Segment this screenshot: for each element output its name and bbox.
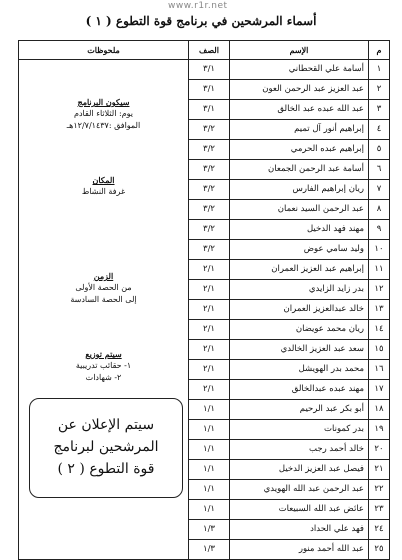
row-number: ١٧ xyxy=(369,380,390,400)
row-number: ٤ xyxy=(369,120,390,140)
row-number: ١٦ xyxy=(369,360,390,380)
student-name: عبد الرحمن عبد الله الهويدي xyxy=(230,480,369,500)
student-grade: ١/٣ xyxy=(189,540,230,560)
row-number: ٩ xyxy=(369,220,390,240)
student-grade: ١/١ xyxy=(189,400,230,420)
distribution-note xyxy=(19,348,188,384)
student-name: بدر كمونات xyxy=(230,420,369,440)
student-name: ريان محمد عويضان xyxy=(230,320,369,340)
student-grade: ٣/٢ xyxy=(189,240,230,260)
table-header-row xyxy=(19,41,390,60)
meeting-note xyxy=(19,96,188,132)
row-number: ٢ xyxy=(369,80,390,100)
header-name: الإسم xyxy=(230,41,369,60)
row-number: ٦ xyxy=(369,160,390,180)
student-grade: ٣/٢ xyxy=(189,120,230,140)
row-number: ١٢ xyxy=(369,280,390,300)
candidates-table xyxy=(18,40,390,560)
student-name: أسامة علي القحطاني xyxy=(230,60,369,80)
notes-column xyxy=(19,60,188,559)
student-name: سعد عبد العزيز الخالدي xyxy=(230,340,369,360)
announcement-line-3: قوة التطوع ( ٢ ) xyxy=(57,460,155,477)
row-number: ٨ xyxy=(369,200,390,220)
announcement-line-1: سيتم الإعلان عن xyxy=(57,417,155,434)
row-number: ٢٢ xyxy=(369,480,390,500)
page-title: أسماء المرشحين في برنامج قوة التطوع ( ١ ) xyxy=(85,14,317,28)
student-grade: ٢/١ xyxy=(189,380,230,400)
row-number: ٢٤ xyxy=(369,520,390,540)
row-number: ١١ xyxy=(369,260,390,280)
row-number: ١٤ xyxy=(369,320,390,340)
student-grade: ١/١ xyxy=(189,500,230,520)
student-grade: ٢/١ xyxy=(189,300,230,320)
row-number: ٢٠ xyxy=(369,440,390,460)
student-grade: ٣/١ xyxy=(189,60,230,80)
student-name: عبد الله أحمد منور xyxy=(230,540,369,560)
student-grade: ٣/٢ xyxy=(189,220,230,240)
student-grade: ٢/١ xyxy=(189,280,230,300)
header-grade: الصف xyxy=(189,41,230,60)
student-grade: ١/١ xyxy=(189,440,230,460)
student-name: عبد الله عبده عبد الخالق xyxy=(230,100,369,120)
student-grade: ٢/١ xyxy=(189,320,230,340)
header-num: م xyxy=(369,41,390,60)
place-value: غرفة النشاط xyxy=(81,187,126,196)
student-name: إبراهيم أنور آل تميم xyxy=(230,120,369,140)
student-grade: ٣/٢ xyxy=(189,160,230,180)
row-number: ٢٣ xyxy=(369,500,390,520)
student-name: عبد الرحمن السيد نعمان xyxy=(230,200,369,220)
student-name: فهد علي الحداد xyxy=(230,520,369,540)
student-grade: ٣/١ xyxy=(189,80,230,100)
row-number: ٢٥ xyxy=(369,540,390,560)
student-grade: ١/١ xyxy=(189,480,230,500)
distribution-head: سيتم توزيع xyxy=(85,349,122,359)
student-grade: ١/١ xyxy=(189,460,230,480)
student-name: وليد سامي عوض xyxy=(230,240,369,260)
row-number: ٥ xyxy=(369,140,390,160)
row-number: ٧ xyxy=(369,180,390,200)
distribution-item-1: ١- حقائب تدريبية xyxy=(75,361,132,370)
student-name: عبد العزيز عبد الرحمن العون xyxy=(230,80,369,100)
distribution-item-2: ٢- شهادات xyxy=(85,373,122,382)
notes-cell xyxy=(19,60,189,560)
row-number: ١٣ xyxy=(369,300,390,320)
row-number: ١٠ xyxy=(369,240,390,260)
student-grade: ٢/١ xyxy=(189,340,230,360)
place-note xyxy=(19,174,188,198)
table-row xyxy=(19,60,390,80)
student-grade: ٣/٢ xyxy=(189,180,230,200)
student-name: خالد أحمد رجب xyxy=(230,440,369,460)
place-head: المكان xyxy=(92,175,115,185)
time-note xyxy=(19,270,188,306)
student-grade: ٢/١ xyxy=(189,260,230,280)
student-name: مهند فهد الدخيل xyxy=(230,220,369,240)
row-number: ١٥ xyxy=(369,340,390,360)
student-name: مهند عبده عبدالخالق xyxy=(230,380,369,400)
row-number: ٢١ xyxy=(369,460,390,480)
student-name: أسامة عبد الرحمن الجمعان xyxy=(230,160,369,180)
time-to: إلى الحصة السادسة xyxy=(70,295,137,304)
student-name: فيصل عبد العزيز الدخيل xyxy=(230,460,369,480)
student-name: ريان إبراهيم الفارس xyxy=(230,180,369,200)
time-head: الزمن xyxy=(93,271,114,281)
student-name: عائض عبد الله السبيعات xyxy=(230,500,369,520)
meeting-date: الموافق :١٢/٧/١٤٣٧هـ xyxy=(66,121,141,130)
student-name: محمد بدر الهويشل xyxy=(230,360,369,380)
row-number: ١٩ xyxy=(369,420,390,440)
student-grade: ٣/٢ xyxy=(189,140,230,160)
meeting-day: يوم: الثلاثاء القادم xyxy=(73,109,134,118)
meeting-head: سيكون البرنامج xyxy=(77,97,130,107)
student-grade: ٣/١ xyxy=(189,100,230,120)
student-grade: ١/٣ xyxy=(189,520,230,540)
student-grade: ٢/١ xyxy=(189,360,230,380)
row-number: ١ xyxy=(369,60,390,80)
row-number: ٣ xyxy=(369,100,390,120)
student-name: إبراهيم عبد العزيز العمران xyxy=(230,260,369,280)
student-name: خالد عبدالعزيز العمران xyxy=(230,300,369,320)
student-name: إبراهيم عبده الحرمي xyxy=(230,140,369,160)
header-notes: ملحوظات xyxy=(19,41,189,60)
announcement-line-2: المرشحين لبرنامج xyxy=(53,439,159,456)
student-name: بدر زايد الزايدي xyxy=(230,280,369,300)
row-number: ١٨ xyxy=(369,400,390,420)
student-grade: ١/١ xyxy=(189,420,230,440)
time-from: من الحصة الأولى xyxy=(75,283,132,292)
announcement-box xyxy=(29,398,183,498)
watermark: www.r1r.net xyxy=(168,1,228,11)
student-grade: ٣/٢ xyxy=(189,200,230,220)
student-name: أبو بكر عبد الرحيم xyxy=(230,400,369,420)
